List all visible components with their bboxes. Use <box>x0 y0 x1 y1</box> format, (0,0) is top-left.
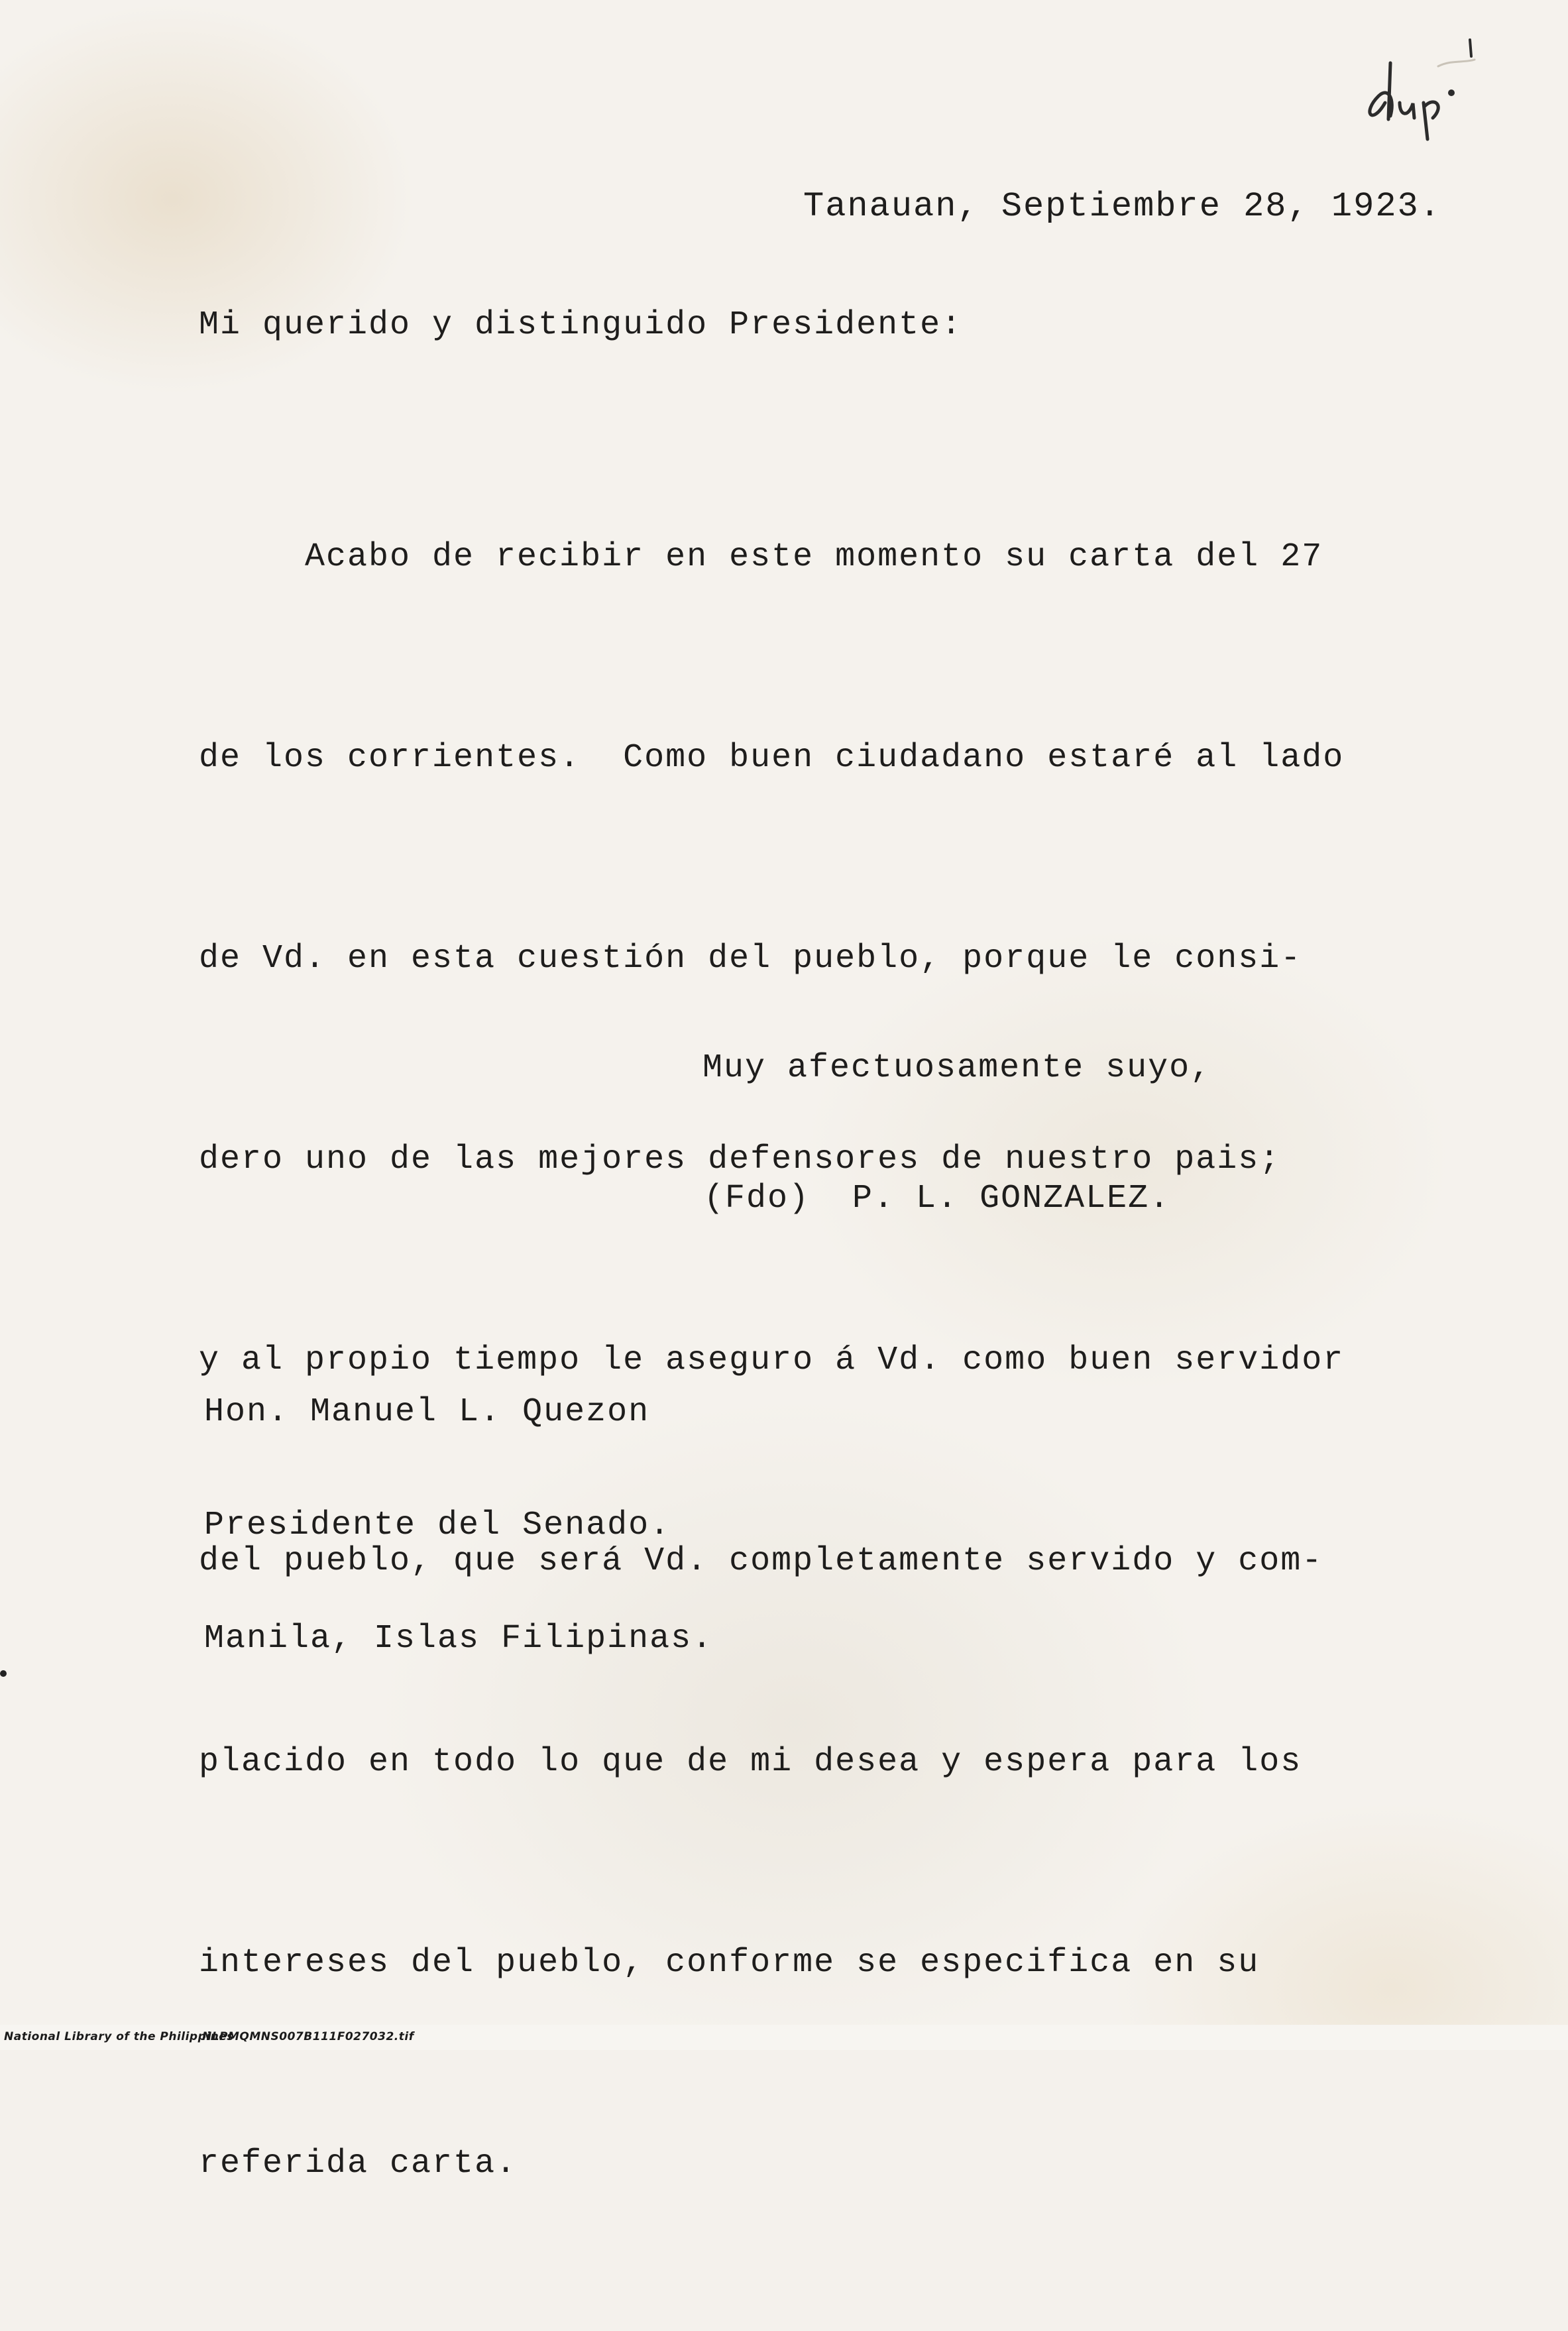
body-line: dero uno de las mejores defensores de nuestro pais; <box>199 1141 1281 1178</box>
closing: Muy afectuosamente suyo, <box>702 1049 1212 1087</box>
body-line: referida carta. <box>199 2145 518 2183</box>
recipient-line: Manila, Islas Filipinas. <box>204 1620 714 1658</box>
body-line: del pueblo, que será Vd. completamente servido y com- <box>199 1542 1323 1580</box>
body-line: Acabo de recibir en este momento su carta del 27 <box>305 538 1323 576</box>
recipient-line: Hon. Manuel L. Quezon <box>204 1393 650 1431</box>
handwritten-dup-note <box>1359 40 1478 146</box>
place-and-date: Tanauan, Septiembre 28, 1923. <box>803 187 1441 226</box>
body-line: intereses del pueblo, conforme se especifica en su <box>199 1944 1260 1982</box>
recipient-address <box>204 1318 713 1733</box>
body-line: de los corrientes. Como buen ciudadano estaré al lado <box>199 739 1345 777</box>
signature: (Fdo) P. L. GONZALEZ. <box>704 1180 1171 1218</box>
ink-dot <box>0 1670 7 1677</box>
footer-library-name: National Library of the Philippines <box>4 2030 234 2043</box>
footer-file-id: NLPMQMNS007B111F027032.tif <box>202 2030 414 2043</box>
salutation: Mi querido y distinguido Presidente: <box>199 306 963 344</box>
body-line: placido en todo lo que de mi desea y espera para los <box>199 1743 1302 1781</box>
body-line: y al propio tiempo le aseguro á Vd. como buen servidor <box>199 1341 1345 1379</box>
body-line: de Vd. en esta cuestión del pueblo, porque le consi- <box>199 940 1302 978</box>
recipient-line: Presidente del Senado. <box>204 1507 671 1544</box>
